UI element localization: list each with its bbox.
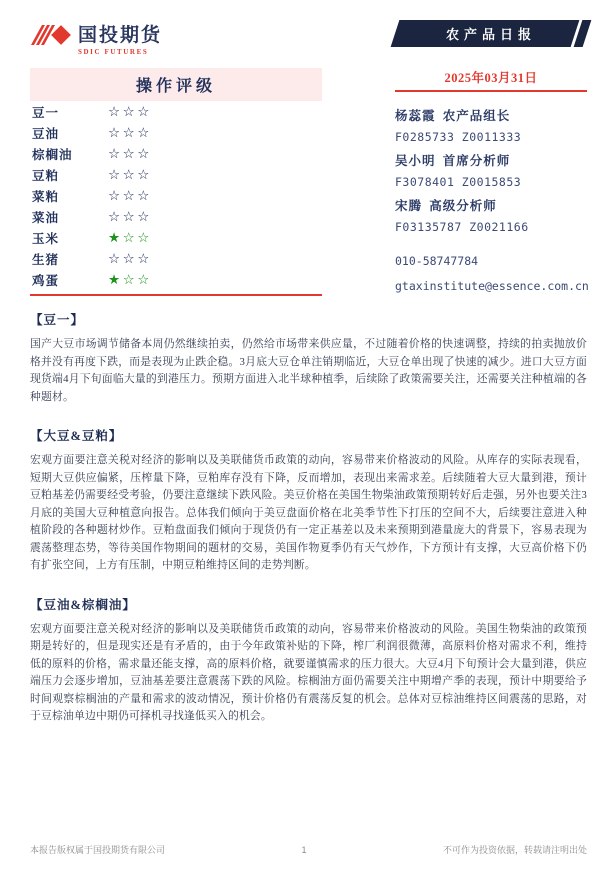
report-date: 2025年03月31日	[444, 71, 538, 85]
report-body	[0, 296, 615, 726]
analyst-panel	[395, 68, 587, 296]
report-title: 农产品日报	[445, 27, 536, 42]
ratings-bottom-rule	[30, 294, 322, 296]
analyst-name-title: 吴小明 首席分析师	[395, 154, 511, 168]
rating-row	[30, 143, 322, 164]
analyst-codes: F3078401 Z0015853	[395, 175, 522, 189]
banner-stripe	[571, 20, 583, 47]
page-header	[0, 0, 615, 56]
analyst-name-title: 宋腾 高级分析师	[395, 199, 497, 213]
brand-name-en: SDIC FUTURES	[78, 48, 149, 56]
footer-page-number: 1	[301, 844, 307, 855]
analyst-codes: F03135787 Z0021166	[395, 220, 529, 234]
contact-phone: 010-58747784	[395, 254, 479, 268]
commodity-name: 生猪	[32, 252, 60, 267]
commodity-name: 菜油	[32, 210, 60, 225]
rating-row	[30, 164, 322, 185]
star-rating: ☆☆☆	[108, 208, 152, 225]
commodity-name: 豆油	[32, 126, 60, 141]
rating-row	[30, 122, 322, 143]
sdic-logo-icon	[30, 20, 72, 50]
contact-email[interactable]: gtaxinstitute@essence.com.cn	[395, 279, 589, 293]
report-section	[30, 310, 587, 406]
ratings-header: 操作评级	[30, 68, 322, 101]
brand-text	[78, 20, 162, 56]
section-paragraph: 宏观方面要注意关税对经济的影响以及美联储货币政策的动向，容易带来价格波动的风险。从库存的实际表现看，短期大豆供应偏紧，压榨量下降，豆粕库存没有下降，反而增加，表现出来需求差。后续随着大豆大量到港，预计豆粕基差仍需要经受考验，仍要注意继续下跌风险。美豆价格在美国生物柴油政策预期转好后走强，另外也要关注3月底的美国大豆种植意向报告。总体我们倾向于美豆盘面价格在北美季节性下打压的空间不大，后续要注意进入种植阶段的各种题材炒作。豆粕盘面我们倾向于现货仍有一定正基差以及未来预期到港量庞大的背景下，容易表现为震荡整理态势，等待美国作物期间的题材的交易，美国作物夏季仍有天气炒作，下方预计有支撑，大豆高价格下仍有扩张空间，上方有压制，中期豆粕维持区间的走势判断。	[30, 454, 587, 571]
commodity-name: 玉米	[32, 231, 60, 246]
section-title: 【大豆&豆粕】	[30, 429, 123, 443]
section-title: 【豆一】	[30, 313, 85, 327]
footer-copyright: 本报告版权属于国投期货有限公司	[30, 845, 166, 855]
star-rating: ☆☆☆	[108, 124, 152, 141]
rating-row	[30, 227, 322, 248]
star-rating: ★☆☆	[108, 229, 152, 246]
page-footer	[30, 843, 587, 856]
section-title: 【豆油&棕榈油】	[30, 597, 136, 612]
star-rating: ☆☆☆	[108, 103, 152, 120]
commodity-name: 棕榈油	[32, 147, 73, 162]
footer-disclaimer: 不可作为投资依据，转载请注明出处	[442, 845, 587, 855]
star-rating: ★☆☆	[108, 271, 152, 288]
commodity-name: 菜粕	[32, 189, 60, 204]
rating-row	[30, 248, 322, 269]
rating-row	[30, 206, 322, 227]
ratings-panel	[30, 68, 322, 296]
analyst-codes: F0285733 Z0011333	[395, 130, 522, 144]
star-rating: ☆☆☆	[108, 145, 152, 162]
rating-row	[30, 185, 322, 206]
ratings-rows	[30, 101, 322, 290]
brand-name-cn: 国投期货	[78, 25, 163, 46]
rating-row	[30, 269, 322, 290]
section-paragraph: 宏观方面要注意关税对经济的影响以及美联储货币政策的动向，容易带来价格波动的风险。美国生物柴油的政策预期是转好的，但是现实还是有矛盾的，由于今年政策补贴的下降，榨厂利润很微薄，高原料价格对需求不利，维持低的原料的价格，需求量还能支撑，高的原料价格，就要谨慎需求的压力很大。大豆4月下旬预计会大量到港，供应端压力会逐步增加，豆油基差要注意震荡下跌的风险。棕榈油方面仍需要关注中期增产季的表现，预计中期要给予时间观察棕榈油的产量和需求的波动情况，预计价格仍有震荡反复的机会。总体对豆棕油维持区间震荡的思路，对于豆棕油单边中期仍可择机寻找逢低买入的机会。	[30, 622, 587, 722]
info-columns	[0, 56, 615, 296]
analyst-list	[395, 106, 587, 234]
report-section	[30, 426, 587, 575]
rating-row	[30, 101, 322, 122]
analyst-name-title: 杨蕊霞 农产品组长	[395, 109, 511, 123]
section-paragraph: 国产大豆市场调节储备本周仍然继续拍卖，仍然给市场带来供应量，不过随着价格的快速调整，持续的拍卖抛放价格并没有再度下跌，而是表现为止跌企稳。3月底大豆仓单注销期临近，大豆仓单出现了快速的减少。进口大豆方面现货端4月下旬面临大量的到港压力。预期方面进入北半球种植季，后续除了政策需要关注，还需要关注种植端的各种题材。	[30, 338, 587, 403]
star-rating: ☆☆☆	[108, 166, 152, 183]
report-title-banner	[391, 20, 592, 47]
star-rating: ☆☆☆	[108, 187, 152, 204]
report-title-block	[395, 20, 587, 47]
report-section	[30, 595, 587, 726]
star-rating: ☆☆☆	[108, 250, 152, 267]
date-underline	[395, 90, 587, 92]
commodity-name: 鸡蛋	[32, 273, 60, 288]
brand-logo	[30, 20, 162, 56]
commodity-name: 豆粕	[32, 168, 60, 183]
commodity-name: 豆一	[32, 105, 60, 120]
